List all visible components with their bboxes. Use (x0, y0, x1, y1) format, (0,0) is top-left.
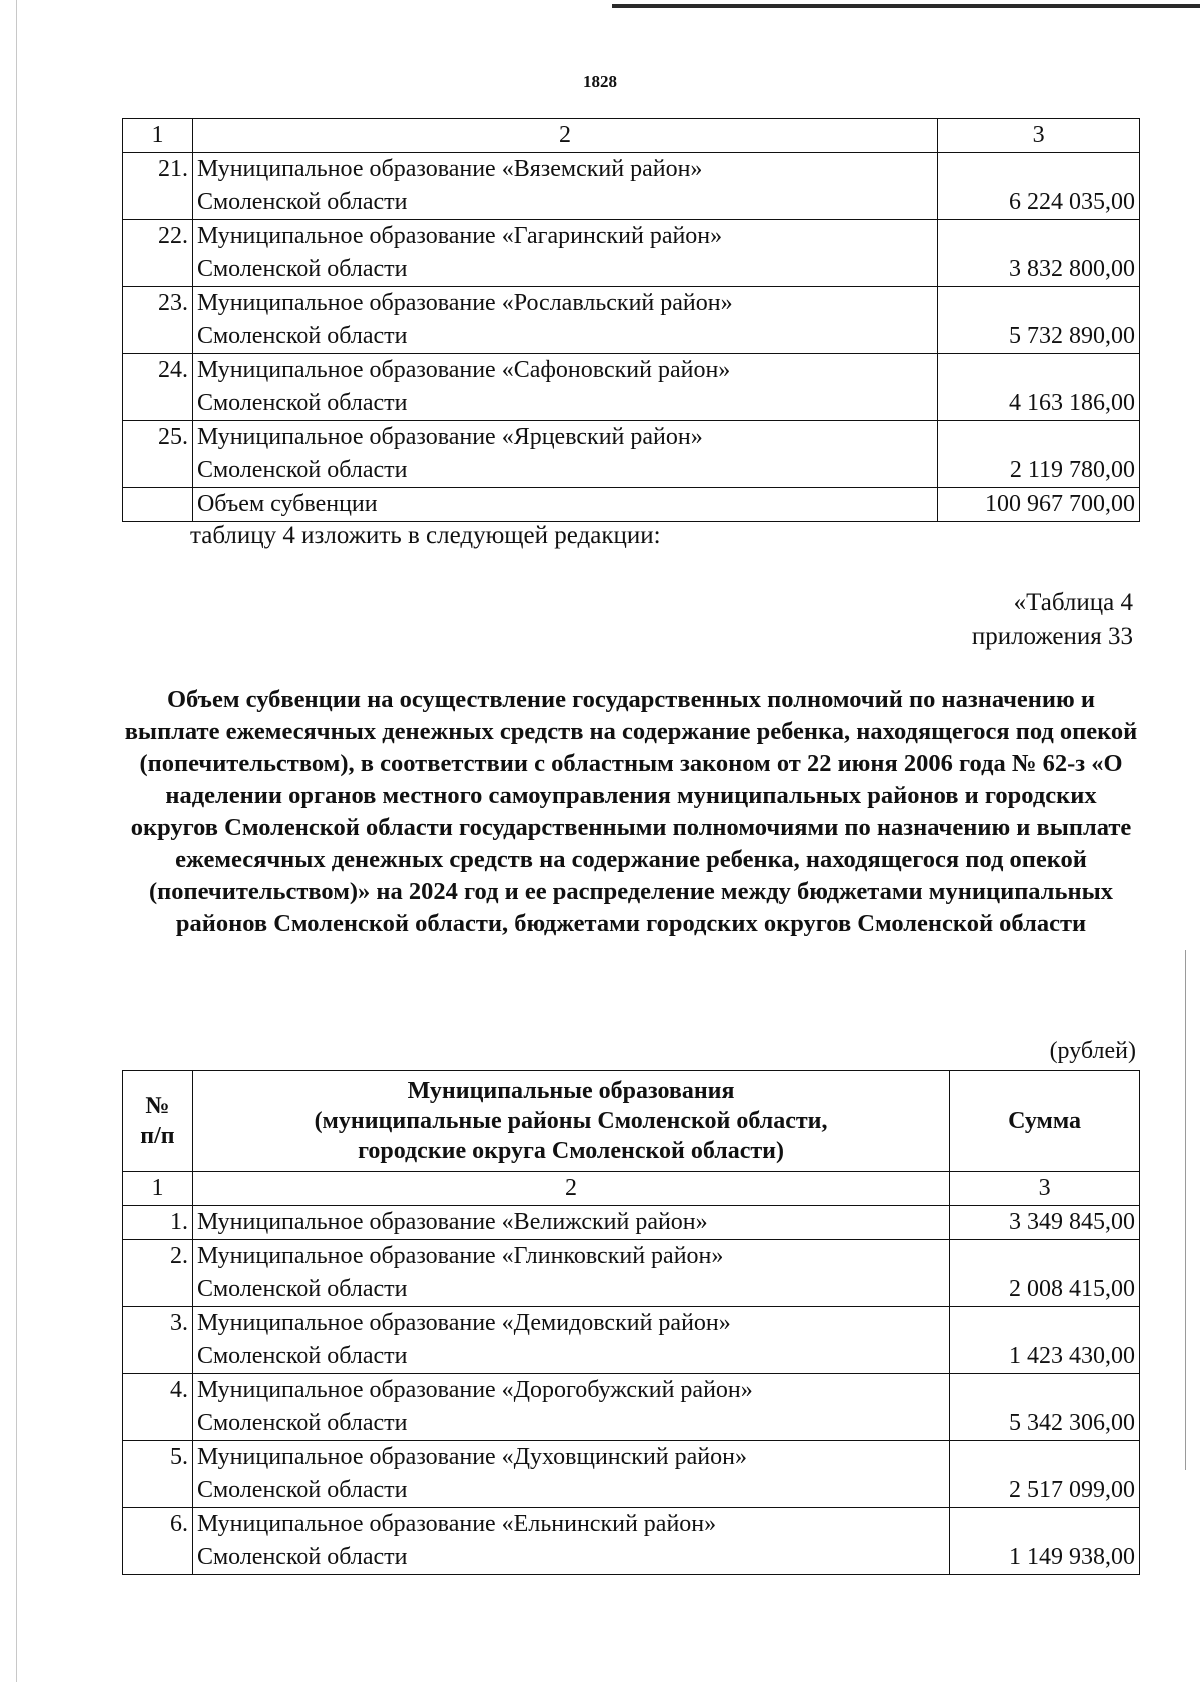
row-number: 1. (123, 1206, 193, 1240)
name-line-1: Муниципальное образование «Духовщинский район» (196, 1444, 747, 1470)
municipality-name (192, 1240, 949, 1307)
scan-edge-top (612, 4, 1200, 8)
name-line-2: Смоленской области (196, 1477, 408, 1503)
amount: 5 732 890,00 (938, 287, 1140, 354)
municipality-name: Муниципальное образование «Велижский район» (192, 1206, 949, 1240)
empty-cell (123, 488, 193, 522)
scan-edge-right (1185, 950, 1186, 1470)
amount: 1 149 938,00 (950, 1508, 1140, 1575)
name-line-1: Муниципальное образование «Ярцевский район» (196, 424, 703, 450)
name-line-1: Муниципальное образование «Дорогобужский район» (196, 1377, 753, 1403)
municipality-name (192, 354, 937, 421)
index-cell: 1 (123, 119, 193, 153)
municipality-name (192, 1441, 949, 1508)
table-row (123, 1374, 1140, 1441)
subvention-table (122, 1070, 1140, 1575)
name-line-2: Смоленской области (196, 189, 408, 215)
instruction-text: таблицу 4 изложить в следующей редакции: (190, 522, 661, 549)
index-cell: 3 (938, 119, 1140, 153)
municipality-name (192, 421, 937, 488)
name-line-1: Муниципальное образование «Демидовский район» (196, 1310, 731, 1336)
table-ref-line-1: «Таблица 4 (1013, 589, 1133, 616)
table-row (123, 1307, 1140, 1374)
index-cell: 2 (192, 119, 937, 153)
document-title: Объем субвенции на осуществление государственных полномочий по назначению и выплате ежемесячных денежных средств на содержание ребенка, находящегося под опекой (попечительством), в соответствии с областным законом от 22 июня 2006 года № 62-з «О наделении органов местного самоуправления муниципальных районов и городских округов Смоленской области государственными полномочиями по назначению и выплате ежемесячных денежных средств на содержание ребенка, находящегося под опекой (попечительством)» на 2024 год и ее распределение между бюджетами муниципальных районов Смоленской области, бюджетами городских округов Смоленской области (124, 686, 1138, 937)
table-row (123, 287, 1140, 354)
table-header-row (123, 1071, 1140, 1172)
municipality-name (192, 1374, 949, 1441)
table-index-row (123, 119, 1140, 153)
municipality-name (192, 287, 937, 354)
row-number: 24. (123, 354, 193, 421)
table-row (123, 1206, 1140, 1240)
row-number: 3. (123, 1307, 193, 1374)
table-row (123, 1441, 1140, 1508)
row-number: 4. (123, 1374, 193, 1441)
col-header-sum: Сумма (950, 1071, 1140, 1172)
name-line-2: Смоленской области (196, 390, 408, 416)
amount: 2 008 415,00 (950, 1240, 1140, 1307)
name-line-1: Муниципальное образование «Рославльский район» (196, 290, 733, 316)
name-line-1: Муниципальное образование «Ельнинский район» (196, 1511, 717, 1537)
name-line-1: Муниципальное образование «Вяземский район» (196, 156, 703, 182)
municipality-name (192, 220, 937, 287)
page-number: 1828 (583, 72, 617, 91)
amount: 6 224 035,00 (938, 153, 1140, 220)
index-cell: 2 (192, 1172, 949, 1206)
municipality-name (192, 1508, 949, 1575)
name-line-2: Смоленской области (196, 256, 408, 282)
municipality-name (192, 1307, 949, 1374)
amount: 2 119 780,00 (938, 421, 1140, 488)
amount: 4 163 186,00 (938, 354, 1140, 421)
amount: 3 832 800,00 (938, 220, 1140, 287)
municipality-name (192, 153, 937, 220)
table-reference (972, 586, 1133, 654)
amount: 5 342 306,00 (950, 1374, 1140, 1441)
total-row (123, 488, 1140, 522)
amount: 3 349 845,00 (950, 1206, 1140, 1240)
index-cell: 1 (123, 1172, 193, 1206)
col-header-municipality: Муниципальные образования (муниципальные районы Смоленской области, городские округа Смоленской области) (192, 1071, 949, 1172)
name-line-2: Смоленской области (196, 457, 408, 483)
scan-edge-left (16, 0, 17, 1682)
total-label: Объем субвенции (192, 488, 937, 522)
table-row (123, 1508, 1140, 1575)
table-row (123, 354, 1140, 421)
row-number: 22. (123, 220, 193, 287)
continuation-table (122, 118, 1140, 522)
row-number: 6. (123, 1508, 193, 1575)
table-row (123, 220, 1140, 287)
row-number: 21. (123, 153, 193, 220)
name-line-2: Смоленской области (196, 1343, 408, 1369)
name-line-2: Смоленской области (196, 1410, 408, 1436)
row-number: 25. (123, 421, 193, 488)
name-line-2: Смоленской области (196, 1544, 408, 1570)
name-line-1: Муниципальное образование «Гагаринский район» (196, 223, 723, 249)
amount: 2 517 099,00 (950, 1441, 1140, 1508)
table-ref-line-2: приложения 33 (971, 623, 1133, 650)
table-row (123, 421, 1140, 488)
row-number: 23. (123, 287, 193, 354)
name-line-2: Смоленской области (196, 1276, 408, 1302)
units-label: (рублей) (1049, 1038, 1136, 1064)
name-line-1: Муниципальное образование «Глинковский район» (196, 1243, 724, 1269)
total-amount: 100 967 700,00 (938, 488, 1140, 522)
name-line-1: Муниципальное образование «Сафоновский район» (196, 357, 731, 383)
amount: 1 423 430,00 (950, 1307, 1140, 1374)
row-number: 2. (123, 1240, 193, 1307)
table-row (123, 153, 1140, 220)
table-index-row (123, 1172, 1140, 1206)
index-cell: 3 (950, 1172, 1140, 1206)
col-header-number: № п/п (123, 1071, 193, 1172)
table-row (123, 1240, 1140, 1307)
name-line-2: Смоленской области (196, 323, 408, 349)
row-number: 5. (123, 1441, 193, 1508)
